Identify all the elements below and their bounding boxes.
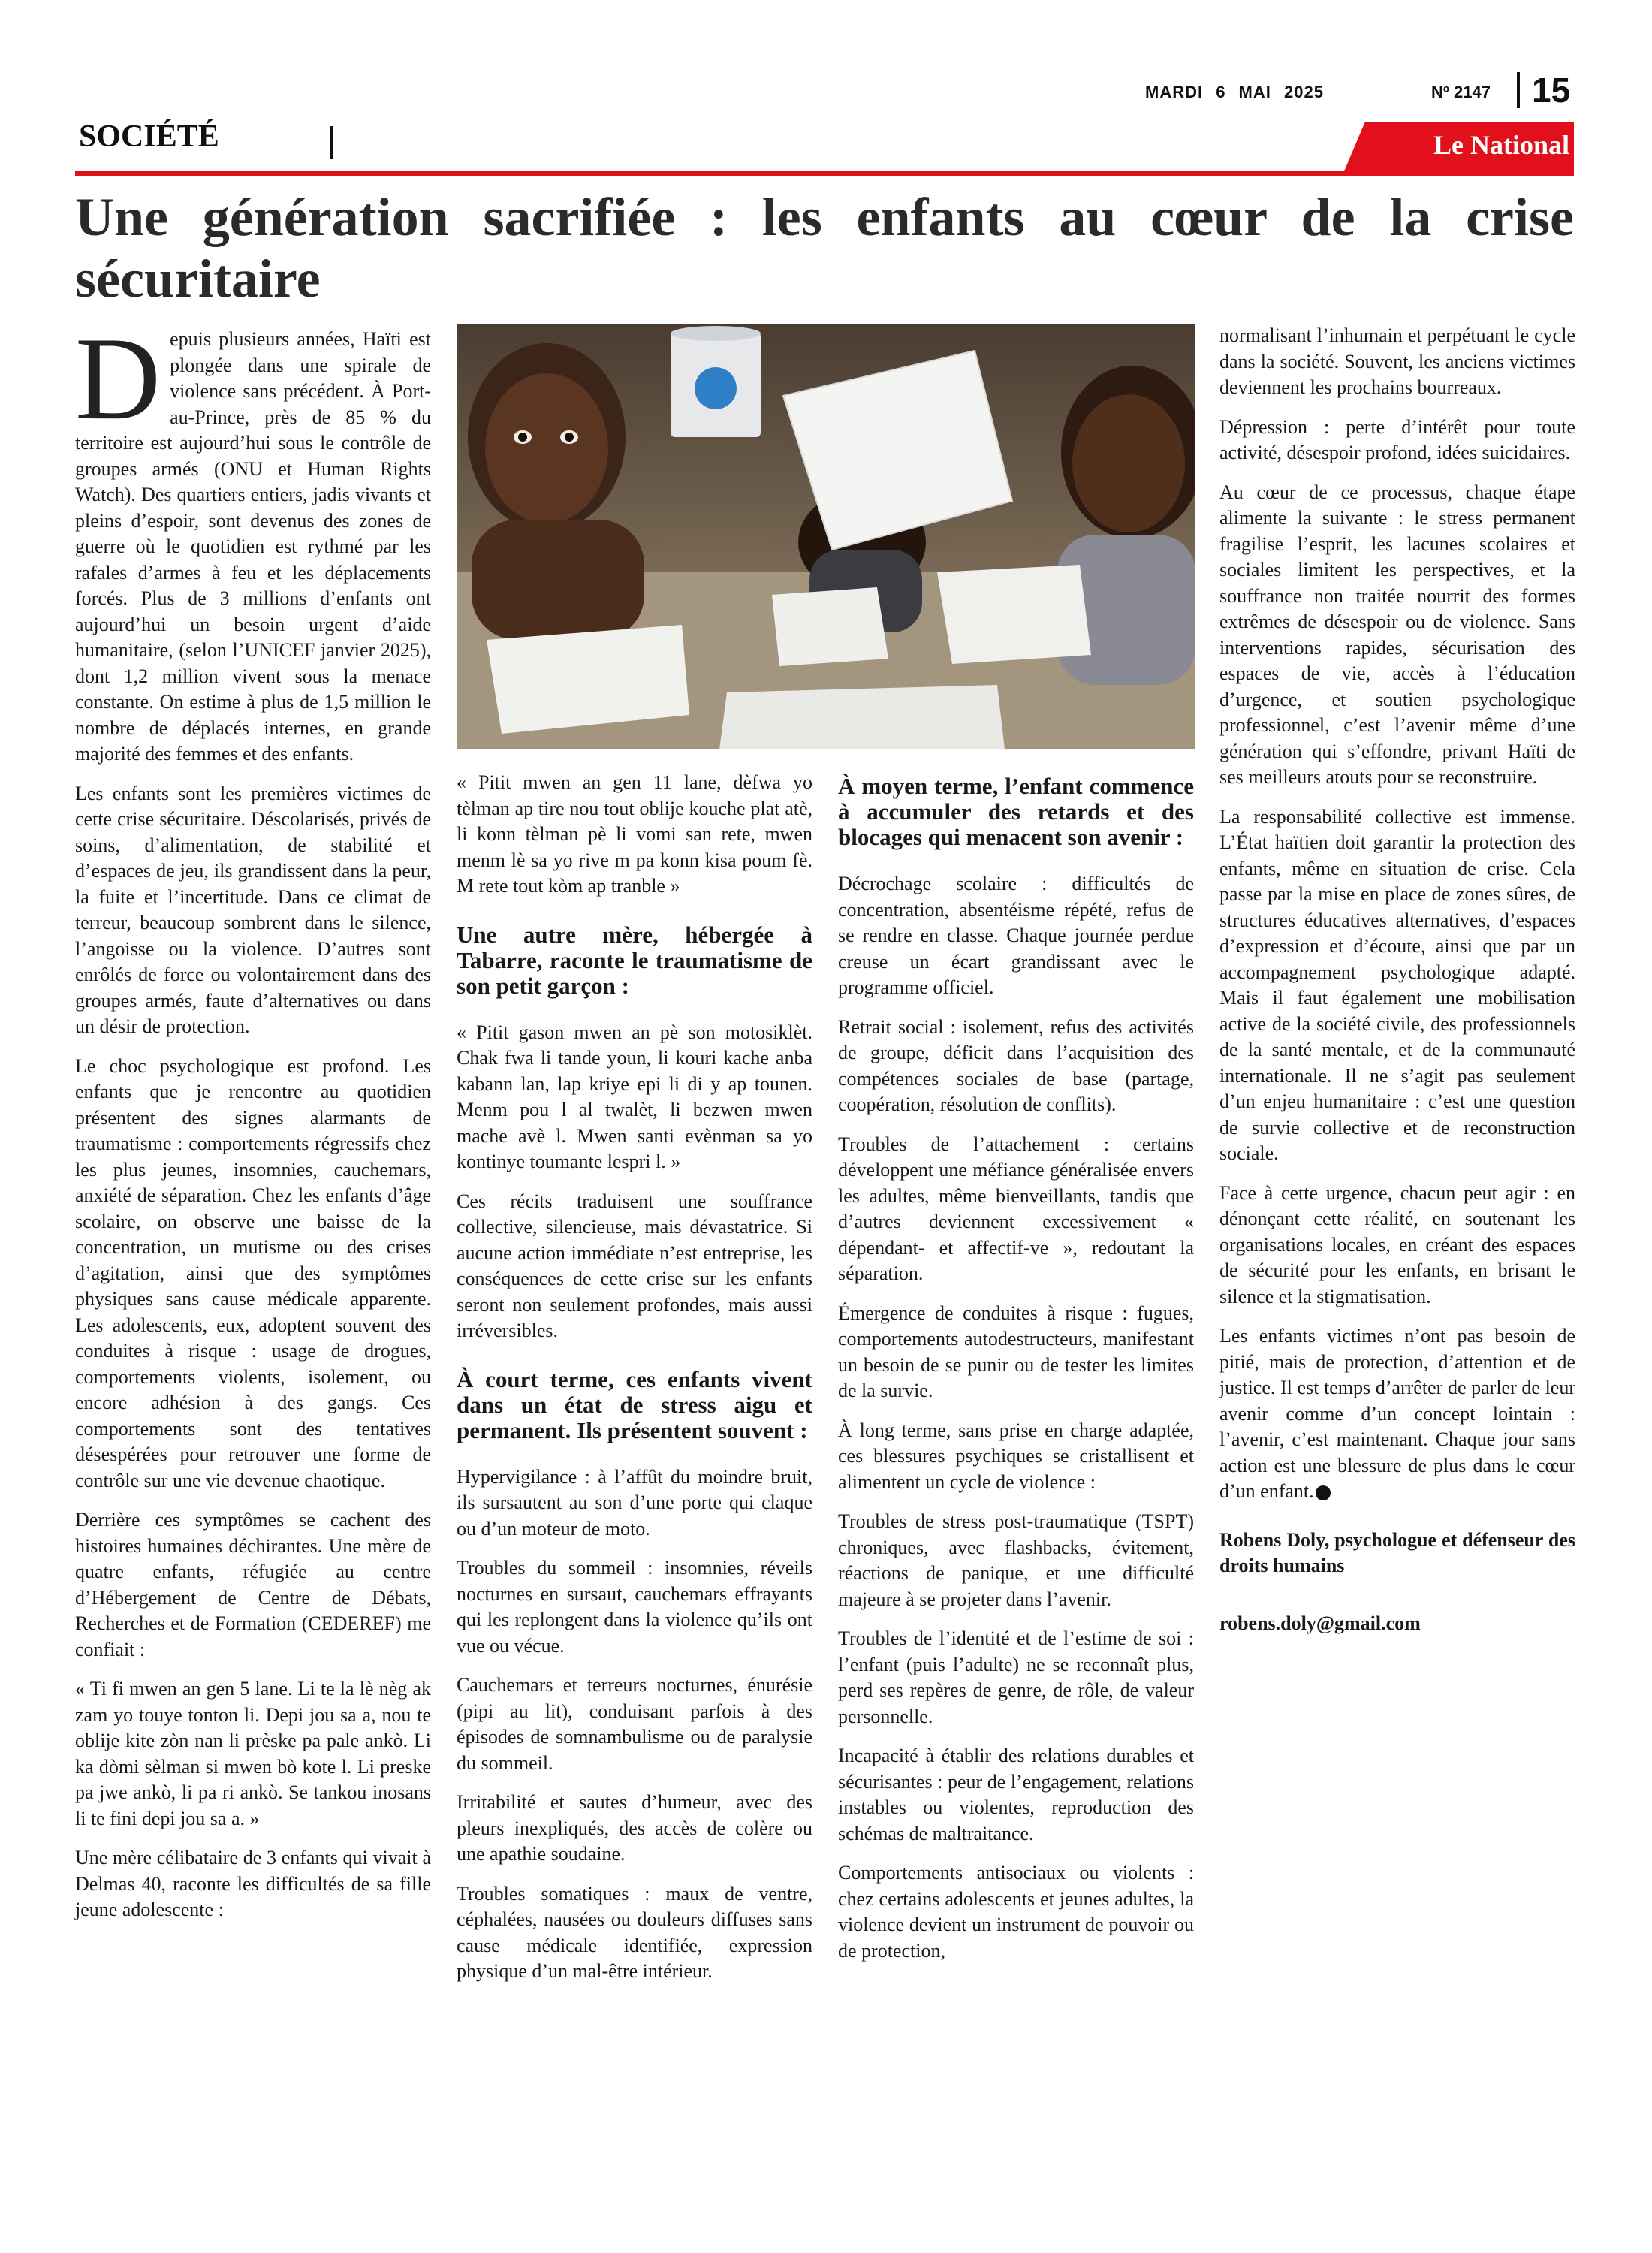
article-paragraph: Les enfants sont les premières victimes de cette crise sécuritaire. Déscolarisés, privés de soins, d’alimentation, de stabilité et d’espaces de jeu, ils grandissent dans la peur, la fuite et l’incertitude. Dans ce climat de terreur, beaucoup sombrent dans le silence, l’angoisse ou la violence. D’autres sont enrôlés de force ou volontairement dans des groupes armés, faute d’alternatives ou dans un désir de protection. <box>75 782 431 1037</box>
testimony-quote: « Pitit gason mwen an pè son motosiklèt. Chak fwa li tande youn, li kouri kache anba kabann lan, lap kriye epi li di y ap tounen. Menm pou l al twalèt, li bezwen mwen mache avè l. Mwen santi evènman sa yo kontinye toumante lespri l. » <box>457 1021 812 1172</box>
page-number: 15 <box>1532 71 1571 110</box>
symptom-item: Cauchemars et terreurs nocturnes, énurésie (pipi au lit), conduisant parfois à des épisodes de somnambulisme ou de paralysie du sommeil. <box>457 1674 812 1774</box>
header-red-rule <box>75 171 1574 176</box>
end-mark-icon <box>1316 1485 1331 1500</box>
symptom-item: Troubles de l’identité et de l’estime de soi : l’enfant (puis l’adulte) ne se reconnaît plus, perd ses repères de genre, de rôle, de valeur personnelle. <box>838 1627 1194 1727</box>
article-paragraph: Depuis plusieurs années, Haïti est plongée dans une spirale de violence sans précédent. À Port-au-Prince, près de 85 % du territoire est aujourd’hui sous le contrôle de groupes armés (ONU et Human Rights Watch). Des quartiers entiers, jadis vivants et pleins d’espoir, sont devenus des zones de guerre où le quotidien est rythmé par les rafales d’armes à feu et les déplacements forcés. Plus de 3 millions d’enfants ont aujourd’hui un besoin urgent d’aide humanitaire, (selon l’UNICEF janvier 2025), dont 1,2 million vivent sous la menace constante. On estime à plus de 1,5 million le nombre de déplacés internes, en grande majorité des femmes et des enfants. <box>75 313 431 765</box>
article-paragraph: À long terme, sans prise en charge adaptée, ces blessures psychiques se cristallisent et alimentent un cycle de violence : <box>838 1419 1194 1493</box>
article-paragraph: Le choc psychologique est profond. Les enfants que je rencontre au quotidien présentent des signes alarmants de traumatisme : comportements régressifs chez les plus jeunes, insomnies, cauchemars, anxiété de séparation. Chez les enfants d’âge scolaire, on observe une baisse de la concentration, un mutisme ou des crises d’agitation, ainsi que des symptômes physiques sans cause médicale apparente. Les adolescents, eux, adoptent souvent des conduites à risque : usage de drogues, comportements violents, isolement, ou encore adhésion à des gangs. Ces comportements sont des tentatives désespérées pour retrouver une forme de contrôle sur une vie devenue chaotique. <box>75 1054 431 1491</box>
photo-illustration <box>457 324 1195 749</box>
testimony-quote: « Ti fi mwen an gen 5 lane. Li te la lè nèg ak zam yo touye tonton li. Depi jou sa a, nou te oblije kite zòn nan li prèske pa pale ankò. Li ka dòmi sèlman si mwen bò kote l. Li preske pa jwe ankò, li pa ri ankò. Se tankou inosans li te fini depi jou sa a. » <box>75 1678 431 1829</box>
symptom-item: Troubles de l’attachement : certains développent une méfiance généralisée envers les adultes, même bienveillants, tandis que d’autres deviennent excessivement « dépendant- et affectif-ve », redoutant la séparation. <box>838 1133 1194 1284</box>
article-column-2 <box>457 770 812 1998</box>
symptom-item: Troubles somatiques : maux de ventre, céphalées, nausées ou douleurs diffuses sans cause médicale identifiée, expression physique d’un mal-être intérieur. <box>457 1882 812 1982</box>
article-subhead: À moyen terme, l’enfant commence à accumuler des retards et des blocages qui menacent son avenir : <box>838 773 1194 850</box>
article-column-1 <box>75 313 431 1937</box>
symptom-item: Émergence de conduites à risque : fugues, comportements autodestructeurs, manifestant un besoin de se punir ou de tester les limites de la survie. <box>838 1301 1194 1401</box>
symptom-item: Irritabilité et sautes d’humeur, avec des pleurs inexpliqués, des accès de colère ou une apathie soudaine. <box>457 1791 812 1865</box>
issue-number: Nº 2147 <box>1431 83 1491 101</box>
symptom-item: Troubles de stress post-traumatique (TSPT) chroniques, avec flashbacks, évitement, réactions de panique, et une difficulté majeure à se projeter dans l’avenir. <box>838 1510 1194 1610</box>
article-paragraph: normalisant l’inhumain et perpétuant le cycle dans la société. Souvent, les anciens victimes deviennent les prochains bourreaux. <box>1219 324 1575 398</box>
drop-cap: D <box>75 313 161 445</box>
issue-date: MARDI 6 MAI 2025 <box>1145 83 1324 101</box>
section-divider <box>330 126 333 159</box>
article-column-4 <box>1219 323 1575 1650</box>
author-signature: Robens Doly, psychologue et défenseur des droits humains <box>1219 1528 1575 1576</box>
article-subhead: Une autre mère, hébergée à Tabarre, raconte le traumatisme de son petit garçon : <box>457 921 812 999</box>
article-photo <box>457 324 1195 749</box>
brand-name: Le National <box>1433 130 1569 160</box>
article-headline: Une génération sacrifiée : les enfants au cœur de la crise sécuritaire <box>75 187 1574 309</box>
article-paragraph: La responsabilité collective est immense. L’État haïtien doit garantir la protection des enfants, même en situation de crise. Cela passe par la mise en place de zones sûres, de structures éducatives alternatives, d’espaces d’expression et d’écoute, ainsi que par un accompagnement psychologique adapté. Mais il faut également une mobilisation active de la société civile, des professionnels de la santé mentale, et de la communauté internationale. Il ne s’agit pas seulement d’un enjeu humanitaire : c’est une question de survie collective et de reconstruction sociale. <box>1219 805 1575 1164</box>
article-paragraph: Derrière ces symptômes se cachent des histoires humaines déchirantes. Une mère de quatre enfants, réfugiée au centre d’Hébergement de Centre de Débats, Recherches et de Formation (CEDEREF) me confiait : <box>75 1509 431 1660</box>
symptom-item: Hypervigilance : à l’affût du moindre bruit, ils sursautent au son d’une porte qui claque ou d’un moteur de moto. <box>457 1465 812 1540</box>
article-subhead: À court terme, ces enfants vivent dans un état de stress aigu et permanent. Ils présentent souvent : <box>457 1365 812 1443</box>
article-paragraph: Ces récits traduisent une souffrance collective, silencieuse, mais dévastatrice. Si aucune action immédiate n’est entreprise, les conséquences de cette crise sur les enfants seront non seulement profondes, mais aussi irréversibles. <box>457 1190 812 1341</box>
header-divider <box>1517 72 1520 108</box>
testimony-quote: « Pitit mwen an gen 11 lane, dèfwa yo tèlman ap tire nou tout oblije kouche plat atè, li konn tèlman pè li vomi san rete, mwen menm lè sa yo rive m pa konn kisa poum fè. M rete tout kòm ap tranble » <box>457 771 812 897</box>
author-email[interactable]: robens.doly@gmail.com <box>1219 1612 1421 1634</box>
article-column-3 <box>838 774 1194 1977</box>
article-paragraph: Au cœur de ce processus, chaque étape alimente la suivante : le stress permanent fragilise l’esprit, les lacunes scolaires et sociales limitent les perspectives, et la souffrance non traitée nourrit des formes extrêmes de désespoir ou de violence. Sans interventions rapides, sécurisation des espaces de vie, accès à l’éducation d’urgence, et soutien psychologique professionnel, c’est l’avenir même d’une génération qui s’effondre, privant Haïti de ses meilleurs atouts pour se reconstruire. <box>1219 481 1575 788</box>
article-paragraph: Face à cette urgence, chacun peut agir : en dénonçant cette réalité, en soutenant les organisations locales, en créant des espaces de sécurité pour les enfants, en brisant le silence et la stigmatisation. <box>1219 1181 1575 1307</box>
article-paragraph: Une mère célibataire de 3 enfants qui vivait à Delmas 40, raconte les difficultés de sa fille jeune adolescente : <box>75 1847 431 1920</box>
symptom-item: Troubles du sommeil : insomnies, réveils nocturnes en sursaut, cauchemars effrayants qui les replongent dans la violence qu’ils ont vue ou vécue. <box>457 1557 812 1657</box>
section-label: SOCIÉTÉ <box>79 119 219 154</box>
symptom-item: Retrait social : isolement, refus des activités de groupe, déficit dans l’acquisition des compétences sociales de base (partage, coopération, résolution de conflits). <box>838 1015 1194 1115</box>
symptom-item: Comportements antisociaux ou violents : chez certains adolescents et jeunes adultes, la violence devient un instrument de pouvoir ou de protection, <box>838 1862 1194 1962</box>
symptom-item: Incapacité à établir des relations durables et sécurisantes : peur de l’engagement, relations instables ou violentes, reproduction des schémas de maltraitance. <box>838 1745 1194 1844</box>
symptom-item: Dépression : perte d’intérêt pour toute activité, désespoir profond, idées suicidaires. <box>1219 415 1575 463</box>
article-paragraph: Les enfants victimes n’ont pas besoin de pitié, mais de protection, d’attention et de justice. Il est temps d’arrêter de parler de leur avenir comme d’un concept lointain : l’avenir, c’est maintenant. Chaque jour sans action est une blessure de plus dans le cœur d’un enfant. <box>1219 1325 1575 1502</box>
symptom-item: Décrochage scolaire : difficultés de concentration, absentéisme répété, refus de se rendre en classe. Chaque journée perdue creuse un écart grandissant avec le programme officiel. <box>838 873 1194 998</box>
